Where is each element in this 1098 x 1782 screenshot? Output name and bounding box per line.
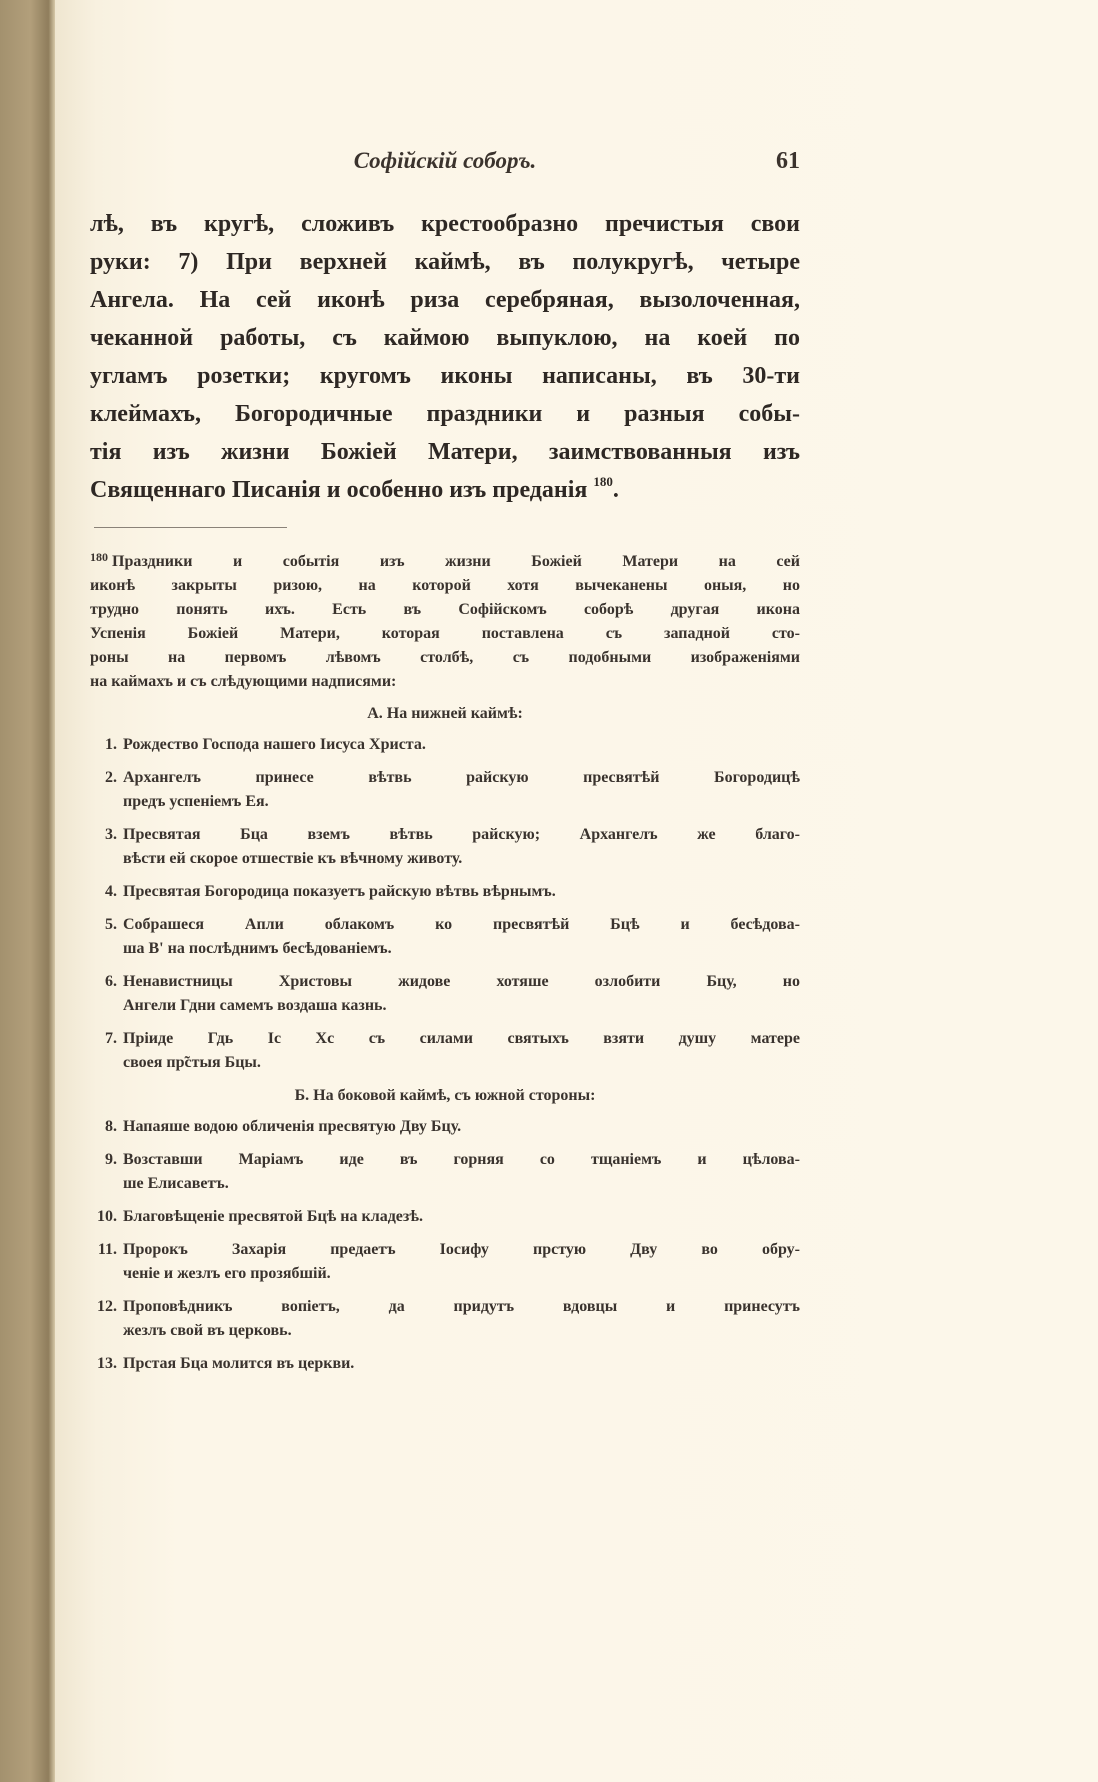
inscription-list-a (90, 733, 800, 1075)
item-text (123, 970, 800, 1018)
footnote-reference: 180 (593, 474, 613, 489)
section-heading-a: А. На нижней каймѣ: (367, 705, 523, 722)
text-line: угламъ розетки; кругомъ иконы написаны, въ 30-ти (90, 363, 800, 389)
item-number: 4. (105, 883, 117, 900)
item-number: 7. (105, 1030, 117, 1047)
item-text (123, 1352, 800, 1376)
item-text-line: Возставши Маріамъ иде въ горняя со тщаніемъ и цѣлова- (123, 1151, 800, 1168)
item-text (123, 823, 800, 871)
inscription-item (90, 1205, 800, 1229)
item-text (123, 913, 800, 961)
text-line: тія изъ жизни Божіей Матери, заимствованныя изъ (90, 439, 800, 465)
item-number: 12. (97, 1298, 117, 1315)
item-text (123, 733, 800, 757)
footnote-line: трудно понять ихъ. Есть въ Софійскомъ соборѣ другая икона (90, 601, 800, 618)
item-text-line: Пресвятая Бца вземъ вѣтвь райскую; Архангелъ же благо- (123, 826, 800, 843)
inscription-item (90, 1295, 800, 1343)
item-text-line: вѣсти ей скорое отшествіе къ вѣчному животу. (123, 850, 463, 867)
footnote-line: на каймахъ и съ слѣдующими надписями: (90, 673, 397, 690)
item-text (123, 1115, 800, 1139)
item-number: 9. (105, 1151, 117, 1168)
item-number: 1. (105, 736, 117, 753)
footnote-line: иконѣ закрыты ризою, на которой хотя вычеканены оныя, но (90, 577, 800, 594)
item-text-line: Собрашеся Апли облакомъ ко пресвятѣй Бцѣ и бесѣдова- (123, 916, 800, 933)
footnote-intro (90, 545, 800, 694)
inscription-item (90, 823, 800, 871)
item-text-line: Архангелъ принесе вѣтвь райскую пресвятѣй Богородицѣ (123, 769, 800, 786)
footnote-mark: 180 (90, 550, 108, 564)
item-text (123, 1238, 800, 1286)
inscription-item (90, 1352, 800, 1376)
text-line: клеймахъ, Богородичные праздники и разныя собы- (90, 401, 800, 427)
text-line-content: Священнаго Писанія и особенно изъ преданія (90, 477, 588, 503)
inscription-item (90, 733, 800, 757)
closing-period: . (612, 477, 619, 503)
text-line: руки: 7) При верхней каймѣ, въ полукругѣ, четыре (90, 249, 800, 275)
item-text-line: Ангели Гдни самемъ воздаша казнь. (123, 997, 387, 1014)
footnote-line: Успенія Божіей Матери, которая поставлена съ западной сто- (90, 625, 800, 642)
section-heading-b: Б. На боковой каймѣ, съ южной стороны: (294, 1087, 596, 1104)
item-text-line: Прстая Бца молится въ церкви. (123, 1355, 355, 1372)
text-line: чеканной работы, съ каймою выпуклою, на коей по (90, 325, 800, 351)
item-text-line: Пресвятая Богородица показуетъ райскую вѣтвь вѣрнымъ. (123, 883, 556, 900)
running-title: Софійскій соборъ. (353, 148, 537, 173)
inscription-item (90, 970, 800, 1018)
item-text-line: Ненавистницы Христовы жидове хотяше озлобити Бцу, но (123, 973, 800, 990)
text-line: лѣ, въ кругѣ, сложивъ крестообразно пречистыя свои (90, 211, 800, 237)
item-number: 8. (105, 1118, 117, 1135)
item-number: 10. (97, 1208, 117, 1225)
item-number: 11. (97, 1241, 117, 1258)
item-text-line: Пріиде Гдь Іс Хс съ силами святыхъ взяти душу матере (123, 1030, 800, 1047)
item-text-line: Проповѣдникъ вопіетъ, да придутъ вдовцы и принесутъ (123, 1298, 800, 1315)
item-number: 3. (105, 826, 117, 843)
item-text-line: предъ успеніемъ Ея. (123, 793, 269, 810)
item-text (123, 1205, 800, 1229)
item-text-line: Напаяше водою обличенія пресвятую Дву Бцу. (123, 1118, 462, 1135)
inscription-item (90, 880, 800, 904)
inscription-item (90, 913, 800, 961)
footnote-line: роны на первомъ лѣвомъ столбѣ, съ подобными изображеніями (90, 649, 800, 666)
main-paragraph (90, 205, 800, 509)
inscription-item (90, 1027, 800, 1075)
inscription-list-b (90, 1115, 800, 1376)
text-line-last (90, 471, 800, 509)
running-head (90, 148, 800, 182)
item-text (123, 1027, 800, 1075)
text-line: Ангела. На сей иконѣ риза серебряная, вызолоченная, (90, 287, 800, 313)
item-text-line: Пророкъ Захарія предаетъ Іосифу прстую Дву во обру- (123, 1241, 800, 1258)
item-text-line: Рождество Господа нашего Іисуса Христа. (123, 736, 426, 753)
item-text-line: ченіе и жезлъ его прозябшій. (123, 1265, 331, 1282)
item-number: 2. (105, 769, 117, 786)
inscription-item (90, 1115, 800, 1139)
footnote-line-text: Праздники и событія изъ жизни Божіей Матери на сей (112, 553, 800, 570)
item-text (123, 880, 800, 904)
item-text-line: ша В' на послѣднимъ бесѣдованіемъ. (123, 940, 392, 957)
page-number: 61 (776, 148, 800, 174)
item-text-line: ше Елисаветъ. (123, 1175, 229, 1192)
item-number: 13. (97, 1355, 117, 1372)
item-text-line: своея пр̃стыя Бцы. (123, 1054, 261, 1071)
item-text-line: Благовѣщеніе пресвятой Бцѣ на кладезѣ. (123, 1208, 423, 1225)
book-spine (0, 0, 55, 1782)
footnote-line (90, 545, 800, 574)
item-text (123, 1148, 800, 1196)
item-text (123, 1295, 800, 1343)
item-number: 5. (105, 916, 117, 933)
item-text-line: жезлъ свой въ церковь. (123, 1322, 292, 1339)
inscription-item (90, 766, 800, 814)
footnote (90, 545, 800, 1385)
item-number: 6. (105, 973, 117, 990)
inscription-item (90, 1148, 800, 1196)
inscription-item (90, 1238, 800, 1286)
item-text (123, 766, 800, 814)
footnote-separator (94, 527, 287, 528)
